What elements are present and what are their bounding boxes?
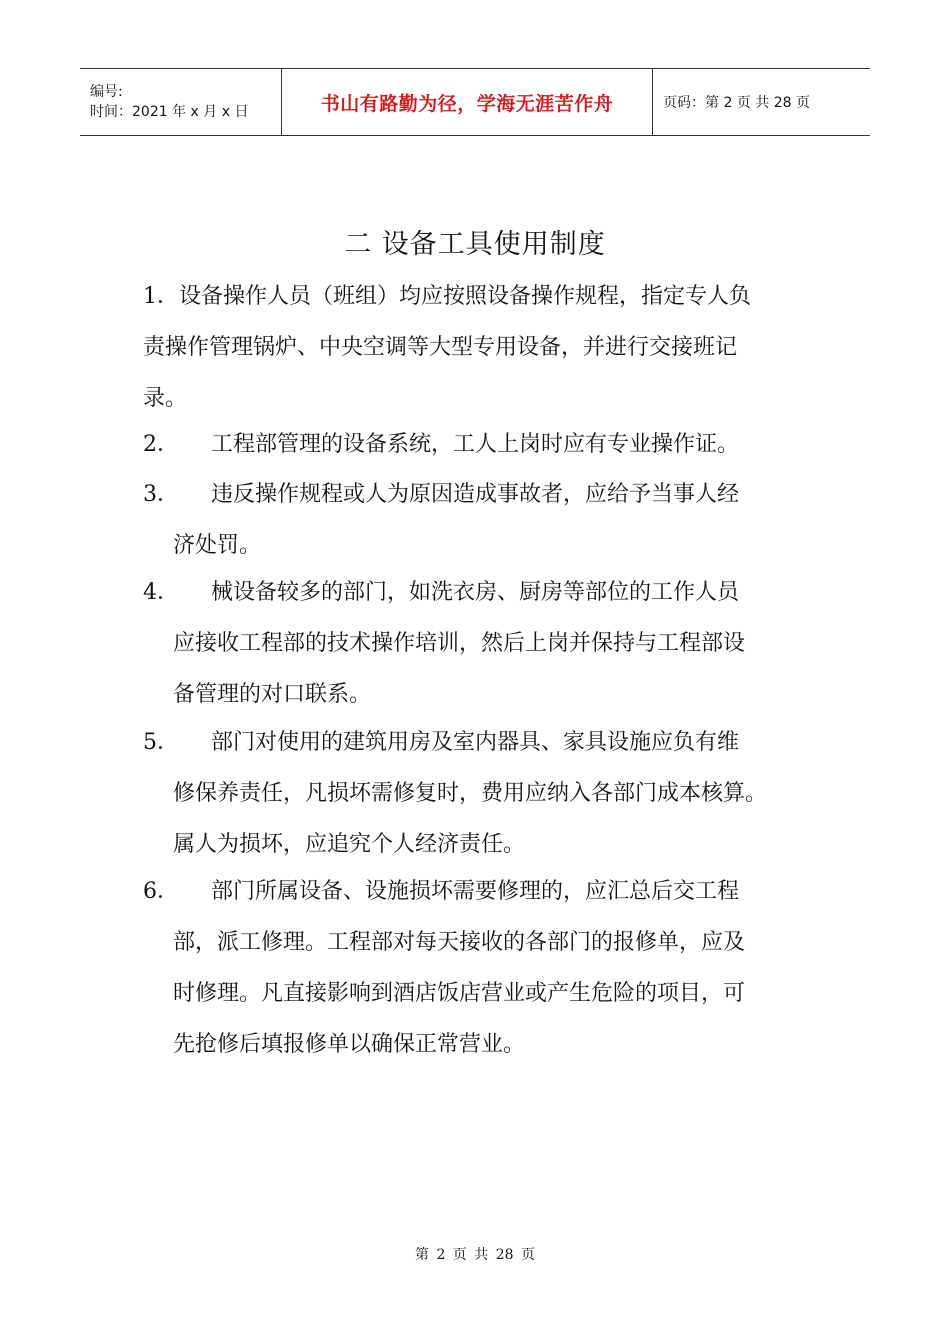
header-page-cell [653,69,810,135]
item-text-continued: 部，派工修理。工程部对每天接收的各部门的报修单，应及 [173,930,746,955]
item-text: 工程部管理的设备系统，工人上岗时应有专业操作证。 [211,432,740,457]
item-text: 部门所属设备、设施损坏需要修理的，应汇总后交工程 [211,879,740,904]
header-page-info: 页码：第 2 页 共 28 页 [663,95,810,111]
item-number: 2． [143,432,179,457]
item-text-continued: 时修理。凡直接影响到酒店饭店营业或产生危险的项目，可 [173,981,746,1006]
item-number: 5． [143,730,179,755]
list-item [143,567,833,720]
item-number: 4． [143,580,179,605]
list-item [143,271,833,424]
list-item [143,419,833,470]
item-text: 械设备较多的部门，如洗衣房、厨房等部位的工作人员 [211,580,740,605]
item-text-continued: 录。 [143,386,188,411]
item-number: 3． [143,482,179,507]
document-header [80,68,870,136]
header-meta [80,69,281,135]
item-text: 设备操作人员（班组）均应按照设备操作规程，指定专人负 [179,284,752,309]
item-number: 6． [143,879,179,904]
header-motto: 书山有路勤为径，学海无涯苦作舟 [320,92,614,115]
item-text-continued: 属人为损坏，应追究个人经济责任。 [173,832,526,857]
item-text-continued: 济处罚。 [173,533,262,558]
item-text: 违反操作规程或人为原因造成事故者，应给予当事人经 [211,482,740,507]
document-number-label: 编号: [90,84,123,100]
item-text-continued: 备管理的对口联系。 [173,682,372,707]
item-text: 部门对使用的建筑用房及室内器具、家具设施应负有维 [211,730,740,755]
item-text-continued: 修保养责任，凡损坏需修复时，费用应纳入各部门成本核算。 [173,781,768,806]
item-number: 1． [143,284,179,309]
item-text-continued: 应接收工程部的技术操作培训，然后上岗并保持与工程部设 [173,631,746,656]
item-text-continued: 先抢修后填报修单以确保正常营业。 [173,1032,526,1057]
document-time: 时间：2021 年 x 月 x 日 [90,104,249,120]
page-title: 二 设备工具使用制度 [344,229,606,260]
list-item [143,469,833,571]
list-item [143,866,833,1070]
page-footer: 第 2 页 共 28 页 [415,1247,535,1263]
list-item [143,717,833,870]
item-text-continued: 责操作管理锅炉、中央空调等大型专用设备，并进行交接班记 [143,335,738,360]
header-motto-cell [281,69,653,135]
